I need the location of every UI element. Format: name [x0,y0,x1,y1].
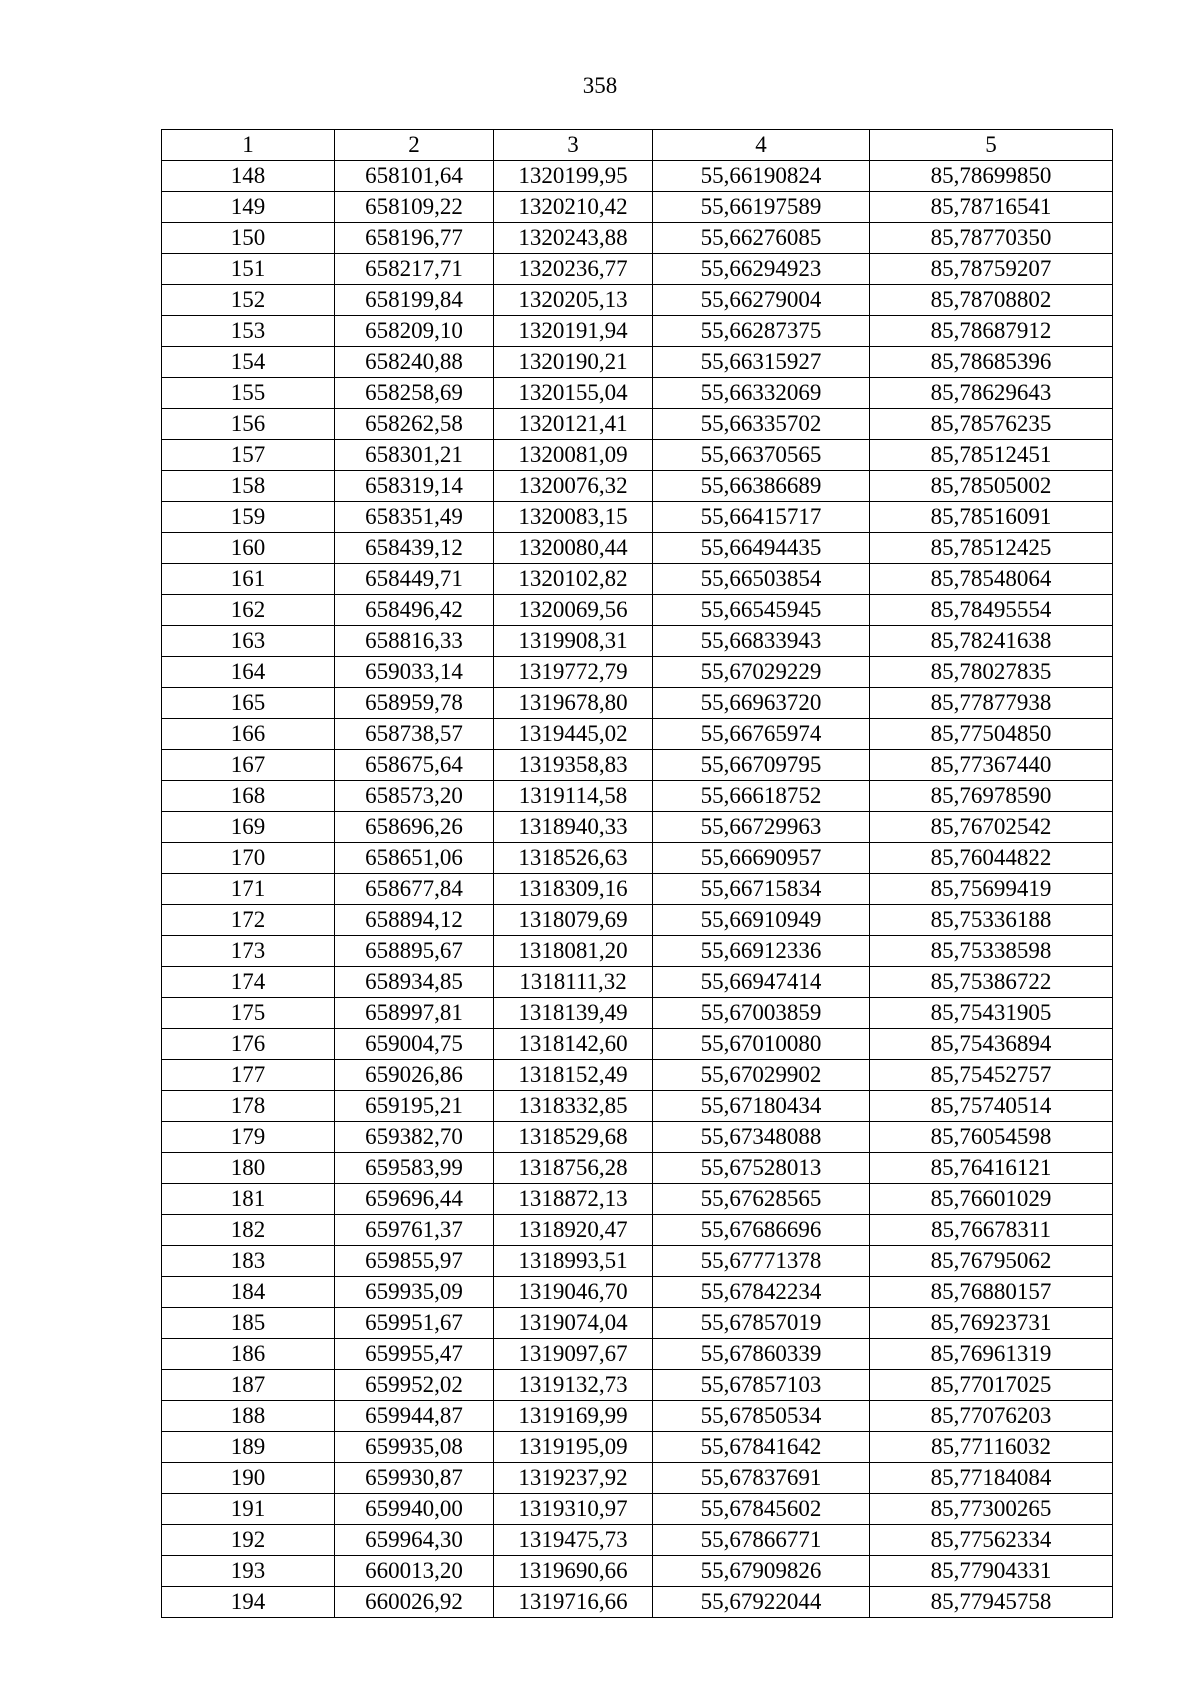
table-cell-col-4: 55,66618752 [653,781,870,812]
table-cell-col-2: 659761,37 [335,1215,494,1246]
table-cell-col-2: 658319,14 [335,471,494,502]
table-cell-col-3: 1320236,77 [494,254,653,285]
table-cell-col-5: 85,78505002 [870,471,1113,502]
table-row [162,1184,1113,1215]
table-row [162,285,1113,316]
table-row [162,502,1113,533]
table-cell-col-2: 658696,26 [335,812,494,843]
table-cell-col-1: 182 [162,1215,335,1246]
table-body [162,161,1113,1618]
table-cell-col-1: 153 [162,316,335,347]
table-cell-col-3: 1318111,32 [494,967,653,998]
table-row [162,719,1113,750]
table-cell-col-1: 158 [162,471,335,502]
table-cell-col-3: 1319716,66 [494,1587,653,1618]
table-row [162,1029,1113,1060]
coordinates-table [161,129,1113,1618]
table-row [162,1060,1113,1091]
table-cell-col-5: 85,78512451 [870,440,1113,471]
table-cell-col-4: 55,66315927 [653,347,870,378]
table-cell-col-4: 55,66335702 [653,409,870,440]
table-cell-col-4: 55,67771378 [653,1246,870,1277]
table-cell-col-5: 85,76702542 [870,812,1113,843]
table-cell-col-4: 55,67180434 [653,1091,870,1122]
table-cell-col-4: 55,67029229 [653,657,870,688]
table-cell-col-2: 658959,78 [335,688,494,719]
table-cell-col-5: 85,77877938 [870,688,1113,719]
table-cell-col-2: 659026,86 [335,1060,494,1091]
table-cell-col-1: 156 [162,409,335,440]
table-cell-col-1: 171 [162,874,335,905]
table-cell-col-2: 659935,09 [335,1277,494,1308]
table-cell-col-4: 55,67003859 [653,998,870,1029]
table-cell-col-1: 170 [162,843,335,874]
table-cell-col-1: 185 [162,1308,335,1339]
table-cell-col-2: 658997,81 [335,998,494,1029]
table-cell-col-4: 55,67857019 [653,1308,870,1339]
table-row [162,1308,1113,1339]
table-row [162,347,1113,378]
table-cell-col-4: 55,66729963 [653,812,870,843]
table-row [162,1277,1113,1308]
table-cell-col-1: 175 [162,998,335,1029]
table-cell-col-4: 55,67857103 [653,1370,870,1401]
table-cell-col-4: 55,67528013 [653,1153,870,1184]
table-row [162,998,1113,1029]
table-cell-col-1: 177 [162,1060,335,1091]
table-cell-col-2: 658301,21 [335,440,494,471]
table-cell-col-5: 85,76054598 [870,1122,1113,1153]
table-cell-col-1: 194 [162,1587,335,1618]
table-cell-col-4: 55,66545945 [653,595,870,626]
table-cell-col-2: 659696,44 [335,1184,494,1215]
table-cell-col-1: 155 [162,378,335,409]
table-cell-col-1: 187 [162,1370,335,1401]
table-cell-col-3: 1318139,49 [494,998,653,1029]
table-cell-col-2: 658677,84 [335,874,494,905]
table-cell-col-1: 159 [162,502,335,533]
column-header-2: 2 [335,130,494,161]
table-cell-col-1: 193 [162,1556,335,1587]
table-row [162,1494,1113,1525]
table-cell-col-3: 1320155,04 [494,378,653,409]
table-cell-col-3: 1320083,15 [494,502,653,533]
table-cell-col-4: 55,66765974 [653,719,870,750]
table-row [162,1246,1113,1277]
table-cell-col-2: 658109,22 [335,192,494,223]
table-cell-col-5: 85,78576235 [870,409,1113,440]
table-cell-col-3: 1320191,94 [494,316,653,347]
table-row [162,1339,1113,1370]
table-cell-col-3: 1320190,21 [494,347,653,378]
table-cell-col-2: 659964,30 [335,1525,494,1556]
table-row [162,1432,1113,1463]
table-cell-col-2: 659944,87 [335,1401,494,1432]
table-cell-col-1: 176 [162,1029,335,1060]
table-cell-col-4: 55,66503854 [653,564,870,595]
table-cell-col-4: 55,67922044 [653,1587,870,1618]
table-cell-col-1: 166 [162,719,335,750]
table-cell-col-1: 192 [162,1525,335,1556]
table-cell-col-3: 1319132,73 [494,1370,653,1401]
table-row [162,564,1113,595]
table-cell-col-1: 152 [162,285,335,316]
table-row [162,874,1113,905]
table-cell-col-5: 85,76978590 [870,781,1113,812]
table-row [162,812,1113,843]
table-cell-col-3: 1319195,09 [494,1432,653,1463]
table-cell-col-3: 1319475,73 [494,1525,653,1556]
table-cell-col-4: 55,66912336 [653,936,870,967]
table-cell-col-2: 658894,12 [335,905,494,936]
table-row [162,1122,1113,1153]
column-header-5: 5 [870,130,1113,161]
table-cell-col-1: 183 [162,1246,335,1277]
table-cell-col-5: 85,78687912 [870,316,1113,347]
table-cell-col-1: 191 [162,1494,335,1525]
table-cell-col-1: 189 [162,1432,335,1463]
table-cell-col-5: 85,75436894 [870,1029,1113,1060]
table-cell-col-3: 1319445,02 [494,719,653,750]
table-cell-col-5: 85,76044822 [870,843,1113,874]
table-cell-col-5: 85,78241638 [870,626,1113,657]
table-cell-col-2: 658439,12 [335,533,494,564]
table-cell-col-5: 85,78495554 [870,595,1113,626]
table-cell-col-5: 85,76923731 [870,1308,1113,1339]
table-cell-col-3: 1318526,63 [494,843,653,874]
table-row [162,1091,1113,1122]
table-row [162,409,1113,440]
table-cell-col-1: 150 [162,223,335,254]
table-cell-col-2: 658240,88 [335,347,494,378]
table-cell-col-4: 55,67010080 [653,1029,870,1060]
table-cell-col-3: 1319074,04 [494,1308,653,1339]
table-cell-col-5: 85,77017025 [870,1370,1113,1401]
table-cell-col-3: 1320102,82 [494,564,653,595]
table-cell-col-4: 55,67348088 [653,1122,870,1153]
table-cell-col-5: 85,75338598 [870,936,1113,967]
table-row [162,161,1113,192]
table-row [162,254,1113,285]
table-cell-col-5: 85,76678311 [870,1215,1113,1246]
table-cell-col-4: 55,66190824 [653,161,870,192]
table-cell-col-2: 659930,87 [335,1463,494,1494]
table-cell-col-5: 85,78716541 [870,192,1113,223]
table-cell-col-5: 85,77945758 [870,1587,1113,1618]
table-cell-col-5: 85,76416121 [870,1153,1113,1184]
table-row [162,657,1113,688]
table-cell-col-2: 659195,21 [335,1091,494,1122]
table-cell-col-5: 85,78770350 [870,223,1113,254]
table-cell-col-2: 659940,00 [335,1494,494,1525]
table-cell-col-4: 55,67628565 [653,1184,870,1215]
table-cell-col-5: 85,78685396 [870,347,1113,378]
table-cell-col-2: 658573,20 [335,781,494,812]
table-cell-col-4: 55,67029902 [653,1060,870,1091]
table-cell-col-2: 658217,71 [335,254,494,285]
table-cell-col-3: 1319097,67 [494,1339,653,1370]
table-cell-col-4: 55,67860339 [653,1339,870,1370]
table-cell-col-1: 173 [162,936,335,967]
table-cell-col-2: 658101,64 [335,161,494,192]
table-cell-col-3: 1320081,09 [494,440,653,471]
table-cell-col-3: 1319114,58 [494,781,653,812]
table-cell-col-5: 85,78759207 [870,254,1113,285]
table-cell-col-3: 1319690,66 [494,1556,653,1587]
table-row [162,440,1113,471]
table-cell-col-4: 55,66715834 [653,874,870,905]
table-cell-col-2: 659855,97 [335,1246,494,1277]
table-row [162,1370,1113,1401]
table-cell-col-1: 188 [162,1401,335,1432]
table-row [162,905,1113,936]
table-cell-col-1: 161 [162,564,335,595]
table-row [162,316,1113,347]
table-cell-col-5: 85,77367440 [870,750,1113,781]
table-cell-col-1: 149 [162,192,335,223]
table-cell-col-4: 55,66690957 [653,843,870,874]
table-cell-col-4: 55,67845602 [653,1494,870,1525]
table-cell-col-4: 55,66332069 [653,378,870,409]
table-cell-col-1: 184 [162,1277,335,1308]
table-cell-col-3: 1319310,97 [494,1494,653,1525]
table-header [162,130,1113,161]
table-cell-col-5: 85,78027835 [870,657,1113,688]
table-cell-col-4: 55,66386689 [653,471,870,502]
table-row [162,1463,1113,1494]
table-cell-col-3: 1320121,41 [494,409,653,440]
table-cell-col-5: 85,78512425 [870,533,1113,564]
table-cell-col-2: 659951,67 [335,1308,494,1339]
table-cell-col-3: 1318309,16 [494,874,653,905]
table-cell-col-3: 1319358,83 [494,750,653,781]
table-cell-col-2: 658496,42 [335,595,494,626]
table-cell-col-5: 85,77116032 [870,1432,1113,1463]
table-cell-col-5: 85,76880157 [870,1277,1113,1308]
table-cell-col-1: 181 [162,1184,335,1215]
table-cell-col-2: 658351,49 [335,502,494,533]
table-cell-col-2: 658816,33 [335,626,494,657]
table-cell-col-1: 169 [162,812,335,843]
table-cell-col-4: 55,66709795 [653,750,870,781]
table-cell-col-2: 659955,47 [335,1339,494,1370]
table-row [162,1525,1113,1556]
table-cell-col-3: 1319908,31 [494,626,653,657]
table-cell-col-3: 1320199,95 [494,161,653,192]
table-cell-col-1: 162 [162,595,335,626]
table-cell-col-2: 658209,10 [335,316,494,347]
table-cell-col-2: 658196,77 [335,223,494,254]
table-cell-col-4: 55,67841642 [653,1432,870,1463]
table-cell-col-3: 1318152,49 [494,1060,653,1091]
table-row [162,533,1113,564]
table-cell-col-3: 1318872,13 [494,1184,653,1215]
table-row [162,626,1113,657]
table-cell-col-4: 55,66279004 [653,285,870,316]
table-cell-col-1: 157 [162,440,335,471]
table-cell-col-4: 55,67909826 [653,1556,870,1587]
table-cell-col-1: 163 [162,626,335,657]
table-cell-col-2: 658895,67 [335,936,494,967]
table-row [162,688,1113,719]
table-cell-col-3: 1319169,99 [494,1401,653,1432]
table-cell-col-4: 55,66294923 [653,254,870,285]
table-cell-col-4: 55,67842234 [653,1277,870,1308]
table-cell-col-2: 660013,20 [335,1556,494,1587]
table-cell-col-3: 1318940,33 [494,812,653,843]
table-cell-col-3: 1319678,80 [494,688,653,719]
table-cell-col-1: 160 [162,533,335,564]
table-cell-col-4: 55,66415717 [653,502,870,533]
table-row [162,1153,1113,1184]
table-row [162,781,1113,812]
table-cell-col-3: 1318079,69 [494,905,653,936]
table-cell-col-2: 659382,70 [335,1122,494,1153]
table-cell-col-2: 658449,71 [335,564,494,595]
table-cell-col-1: 164 [162,657,335,688]
table-cell-col-5: 85,78708802 [870,285,1113,316]
page-number: 358 [582,73,618,98]
table-cell-col-4: 55,66494435 [653,533,870,564]
table-cell-col-1: 172 [162,905,335,936]
table-row [162,843,1113,874]
column-header-3: 3 [494,130,653,161]
table-cell-col-3: 1320205,13 [494,285,653,316]
table-cell-col-1: 154 [162,347,335,378]
table-cell-col-3: 1318332,85 [494,1091,653,1122]
table-cell-col-5: 85,75431905 [870,998,1113,1029]
table-cell-col-5: 85,76601029 [870,1184,1113,1215]
table-cell-col-5: 85,75336188 [870,905,1113,936]
table-cell-col-2: 659004,75 [335,1029,494,1060]
table-cell-col-2: 658262,58 [335,409,494,440]
table-cell-col-3: 1319237,92 [494,1463,653,1494]
table-cell-col-4: 55,67837691 [653,1463,870,1494]
table-cell-col-3: 1320069,56 [494,595,653,626]
table-row [162,750,1113,781]
table-cell-col-3: 1318529,68 [494,1122,653,1153]
table-cell-col-2: 658651,06 [335,843,494,874]
table-cell-col-2: 659033,14 [335,657,494,688]
table-cell-col-1: 186 [162,1339,335,1370]
table-cell-col-5: 85,75740514 [870,1091,1113,1122]
table-cell-col-3: 1320076,32 [494,471,653,502]
table-cell-col-4: 55,67850534 [653,1401,870,1432]
table-cell-col-3: 1320210,42 [494,192,653,223]
table-cell-col-3: 1318142,60 [494,1029,653,1060]
table-cell-col-4: 55,66963720 [653,688,870,719]
table-cell-col-1: 151 [162,254,335,285]
table-cell-col-2: 658199,84 [335,285,494,316]
table-cell-col-5: 85,78548064 [870,564,1113,595]
table-row [162,1556,1113,1587]
table-cell-col-2: 659583,99 [335,1153,494,1184]
table-cell-col-1: 165 [162,688,335,719]
table-cell-col-5: 85,75452757 [870,1060,1113,1091]
table-cell-col-4: 55,66276085 [653,223,870,254]
table-cell-col-3: 1319046,70 [494,1277,653,1308]
table-cell-col-5: 85,77562334 [870,1525,1113,1556]
table-cell-col-2: 658934,85 [335,967,494,998]
table-cell-col-1: 180 [162,1153,335,1184]
table-cell-col-5: 85,77300265 [870,1494,1113,1525]
table-cell-col-1: 148 [162,161,335,192]
table-cell-col-5: 85,76961319 [870,1339,1113,1370]
table-cell-col-1: 174 [162,967,335,998]
table-cell-col-1: 190 [162,1463,335,1494]
table-cell-col-4: 55,66197589 [653,192,870,223]
table-cell-col-1: 168 [162,781,335,812]
table-cell-col-4: 55,66833943 [653,626,870,657]
table-cell-col-5: 85,77076203 [870,1401,1113,1432]
header-row [162,130,1113,161]
table-cell-col-3: 1318081,20 [494,936,653,967]
table-row [162,471,1113,502]
table-row [162,1215,1113,1246]
table-cell-col-2: 658675,64 [335,750,494,781]
table-cell-col-3: 1318993,51 [494,1246,653,1277]
table-cell-col-4: 55,66910949 [653,905,870,936]
table-cell-col-1: 178 [162,1091,335,1122]
table-cell-col-3: 1318756,28 [494,1153,653,1184]
table-cell-col-4: 55,66947414 [653,967,870,998]
table-cell-col-5: 85,77904331 [870,1556,1113,1587]
table-cell-col-5: 85,78629643 [870,378,1113,409]
table-cell-col-4: 55,67866771 [653,1525,870,1556]
table-row [162,378,1113,409]
table-cell-col-3: 1318920,47 [494,1215,653,1246]
column-header-1: 1 [162,130,335,161]
table-cell-col-1: 167 [162,750,335,781]
table-cell-col-2: 658258,69 [335,378,494,409]
table-row [162,1401,1113,1432]
column-header-4: 4 [653,130,870,161]
table-cell-col-2: 659952,02 [335,1370,494,1401]
table-cell-col-5: 85,75699419 [870,874,1113,905]
table-cell-col-4: 55,67686696 [653,1215,870,1246]
table-cell-col-2: 660026,92 [335,1587,494,1618]
table-row [162,936,1113,967]
table-row [162,192,1113,223]
table-cell-col-5: 85,78699850 [870,161,1113,192]
table-row [162,967,1113,998]
table-cell-col-5: 85,77504850 [870,719,1113,750]
table-cell-col-5: 85,76795062 [870,1246,1113,1277]
table-row [162,1587,1113,1618]
table-cell-col-2: 658738,57 [335,719,494,750]
table-cell-col-4: 55,66287375 [653,316,870,347]
table-cell-col-1: 179 [162,1122,335,1153]
table-cell-col-3: 1320243,88 [494,223,653,254]
table-cell-col-2: 659935,08 [335,1432,494,1463]
table-cell-col-5: 85,78516091 [870,502,1113,533]
table-cell-col-4: 55,66370565 [653,440,870,471]
table-cell-col-5: 85,75386722 [870,967,1113,998]
table-row [162,223,1113,254]
table-cell-col-3: 1319772,79 [494,657,653,688]
table-row [162,595,1113,626]
table-cell-col-3: 1320080,44 [494,533,653,564]
table-cell-col-5: 85,77184084 [870,1463,1113,1494]
